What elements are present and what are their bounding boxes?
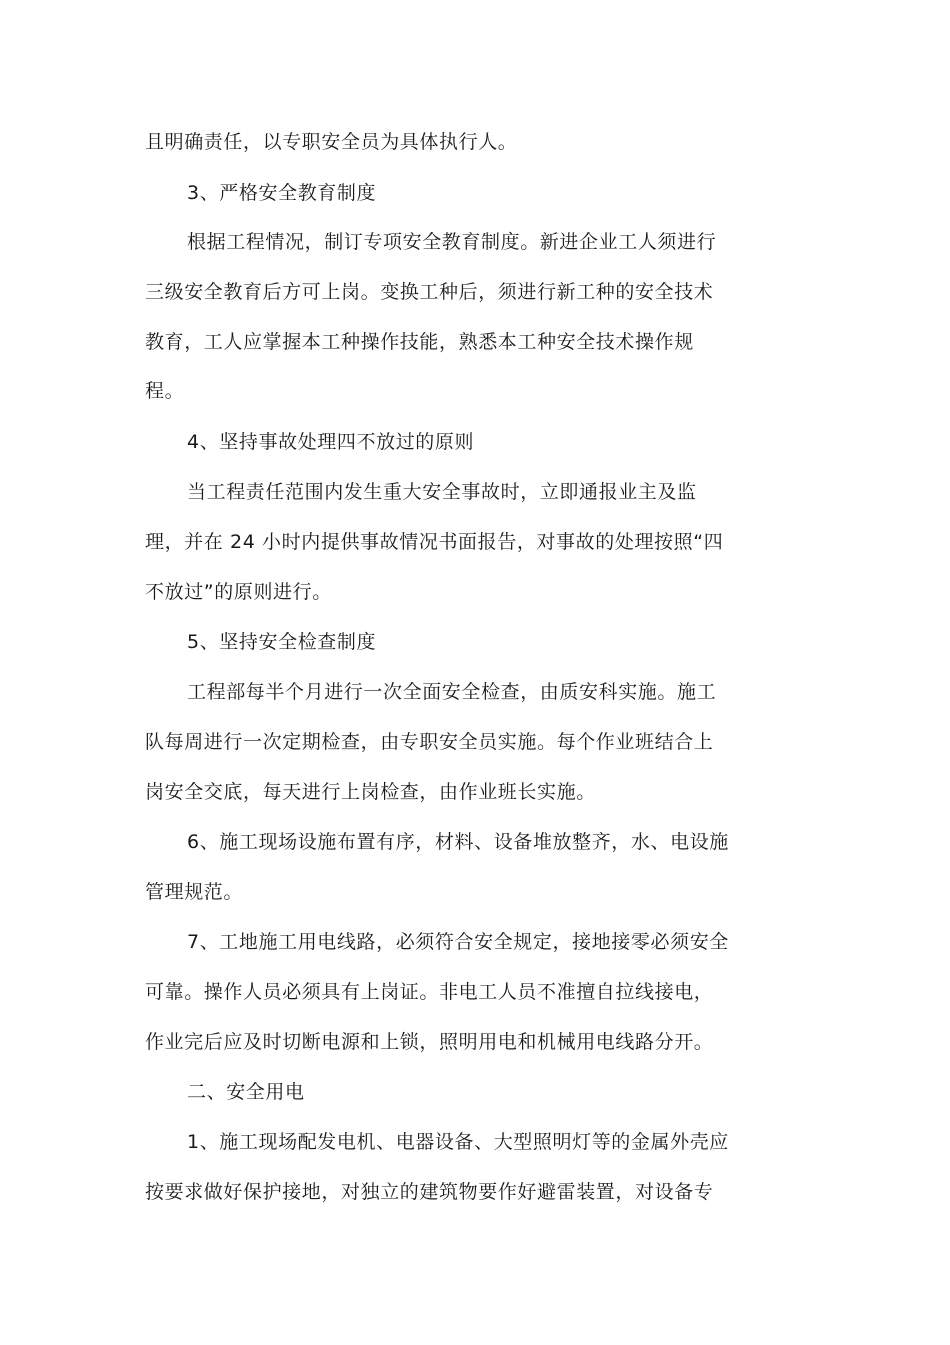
- text-line: 理，并在 24 小时内提供事故情况书面报告，对事故的处理按照“四: [145, 531, 724, 553]
- text-line: 教育，工人应掌握本工种操作技能，熟悉本工种安全技术操作规: [145, 331, 694, 353]
- text-line: 不放过”的原则进行。: [145, 581, 332, 603]
- text-line: 1、施工现场配发电机、电器设备、大型照明灯等的金属外壳应: [187, 1131, 729, 1153]
- text-line: 三级安全教育后方可上岗。变换工种后，须进行新工种的安全技术: [145, 281, 714, 303]
- text-line: 工程部每半个月进行一次全面安全检查，由质安科实施。施工: [187, 681, 717, 703]
- section-heading: 7、工地施工用电线路，必须符合安全规定，接地接零必须安全: [187, 931, 729, 953]
- text-line: 根据工程情况，制订专项安全教育制度。新进企业工人须进行: [187, 231, 717, 253]
- text-line: 可靠。操作人员必须具有上岗证。非电工人员不准擅自拉线接电，: [145, 981, 714, 1003]
- text-line: 程。: [145, 380, 185, 402]
- text-line: 作业完后应及时切断电源和上锁，照明用电和机械用电线路分开。: [145, 1031, 714, 1053]
- section-heading: 4、坚持事故处理四不放过的原则: [187, 431, 475, 453]
- section-heading: 3、严格安全教育制度: [187, 182, 377, 204]
- text-line: 当工程责任范围内发生重大安全事故时，立即通报业主及监: [187, 481, 697, 503]
- section-heading: 二、安全用电: [187, 1081, 305, 1103]
- section-heading: 5、坚持安全检查制度: [187, 631, 377, 653]
- text-line: 岗安全交底，每天进行上岗检查，由作业班长实施。: [145, 781, 596, 803]
- text-line: 按要求做好保护接地，对独立的建筑物要作好避雷装置，对设备专: [145, 1181, 714, 1203]
- text-line: 队每周进行一次定期检查，由专职安全员实施。每个作业班结合上: [145, 731, 714, 753]
- text-line: 且明确责任，以专职安全员为具体执行人。: [145, 131, 518, 153]
- section-heading: 6、施工现场设施布置有序，材料、设备堆放整齐，水、电设施: [187, 831, 729, 853]
- text-line: 管理规范。: [145, 881, 244, 903]
